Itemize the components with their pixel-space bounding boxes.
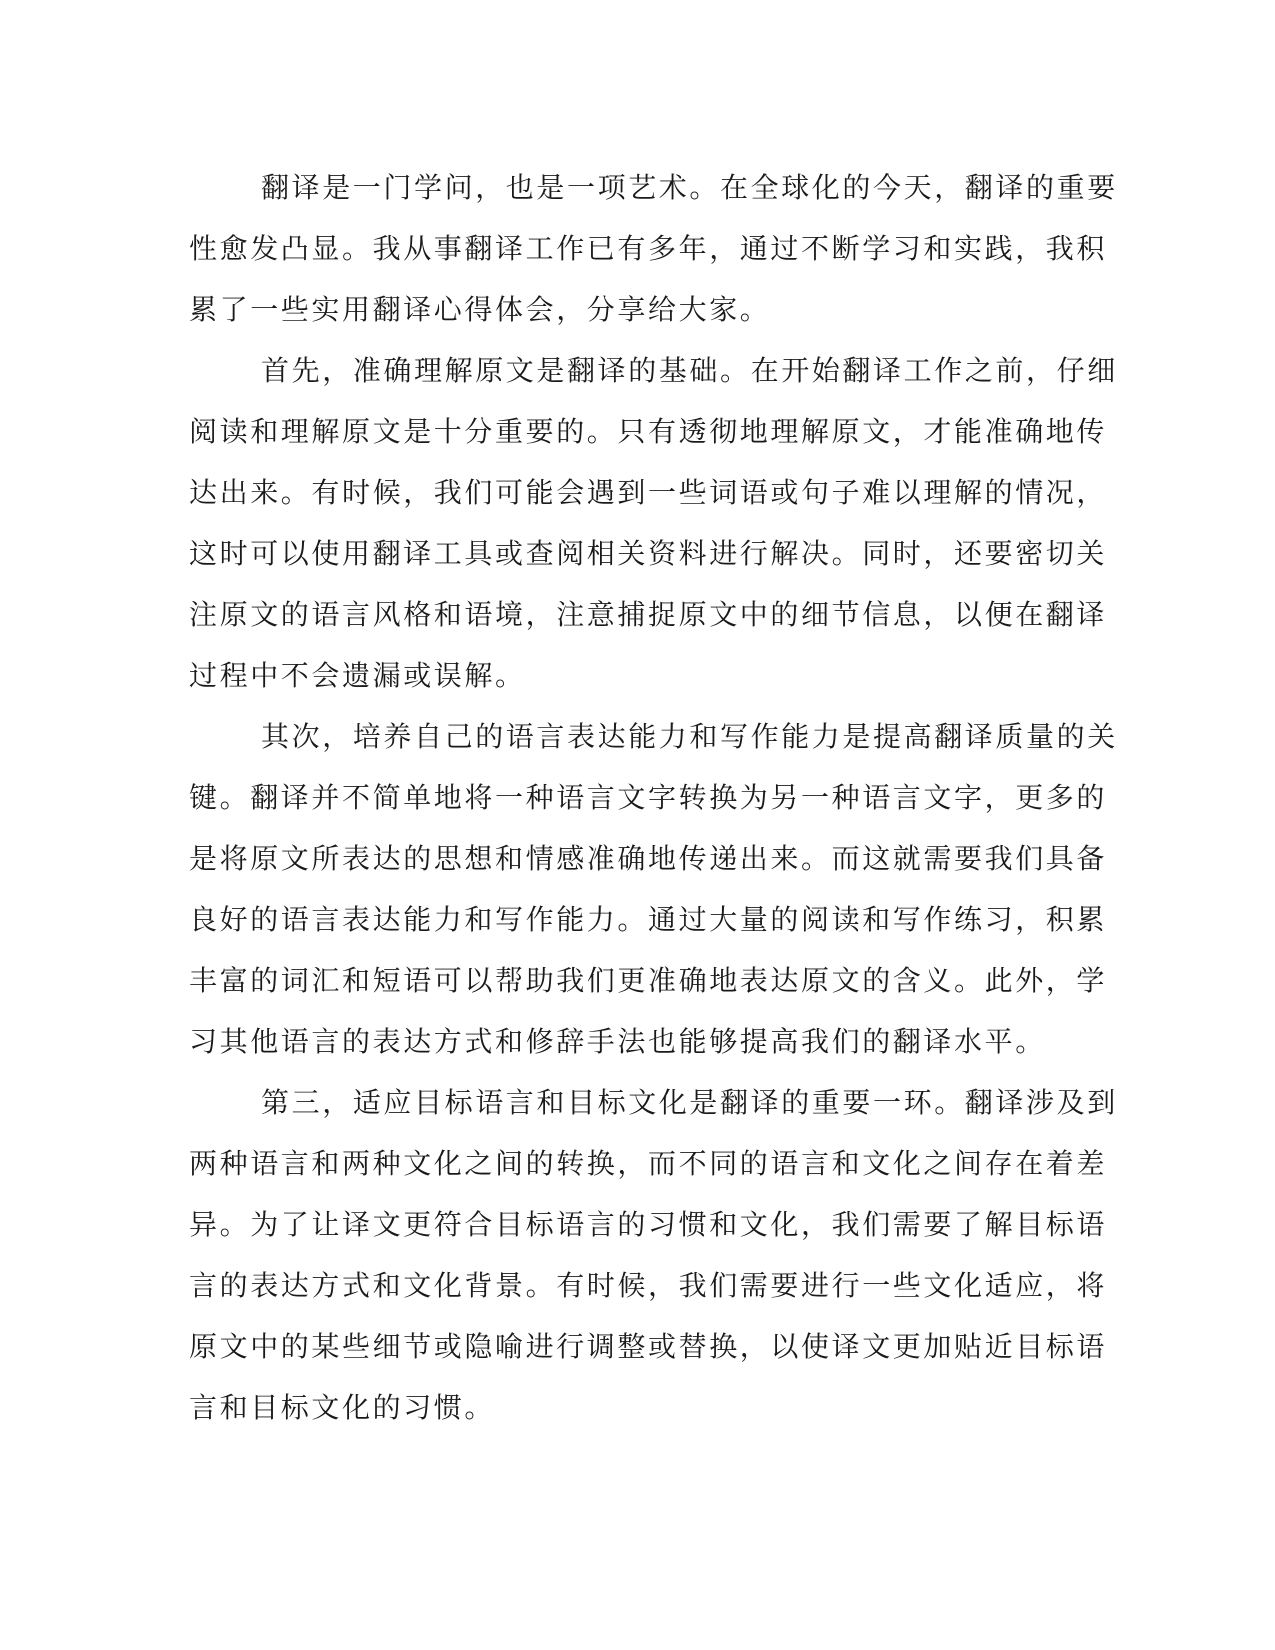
paragraph-line: 性愈发凸显。我从事翻译工作已有多年，通过不断学习和实践，我积 — [189, 232, 1108, 265]
paragraph-1 — [189, 157, 1118, 340]
paragraph-line: 习其他语言的表达方式和修辞手法也能够提高我们的翻译水平。 — [189, 1025, 1046, 1058]
document-body — [189, 157, 1118, 1438]
paragraph-line: 键。翻译并不简单地将一种语言文字转换为另一种语言文字，更多的 — [189, 781, 1108, 814]
paragraph-line: 其次，培养自己的语言表达能力和写作能力是提高翻译质量的关 — [261, 720, 1118, 753]
paragraph-line: 良好的语言表达能力和写作能力。通过大量的阅读和写作练习，积累 — [189, 903, 1108, 936]
paragraph-line: 过程中不会遗漏或误解。 — [189, 659, 526, 692]
paragraph-2 — [189, 340, 1118, 706]
paragraph-line: 第三，适应目标语言和目标文化是翻译的重要一环。翻译涉及到 — [261, 1086, 1118, 1119]
paragraph-3 — [189, 706, 1118, 1072]
paragraph-4 — [189, 1072, 1118, 1438]
paragraph-line: 阅读和理解原文是十分重要的。只有透彻地理解原文，才能准确地传 — [189, 415, 1108, 448]
paragraph-line: 丰富的词汇和短语可以帮助我们更准确地表达原文的含义。此外，学 — [189, 964, 1108, 997]
paragraph-line: 首先，准确理解原文是翻译的基础。在开始翻译工作之前，仔细 — [261, 354, 1118, 387]
paragraph-line: 原文中的某些细节或隐喻进行调整或替换，以使译文更加贴近目标语 — [189, 1330, 1108, 1363]
paragraph-line: 言和目标文化的习惯。 — [189, 1391, 496, 1424]
paragraph-line: 达出来。有时候，我们可能会遇到一些词语或句子难以理解的情况， — [189, 476, 1108, 509]
paragraph-line: 言的表达方式和文化背景。有时候，我们需要进行一些文化适应，将 — [189, 1269, 1108, 1302]
paragraph-line: 翻译是一门学问，也是一项艺术。在全球化的今天，翻译的重要 — [261, 171, 1118, 204]
paragraph-line: 注原文的语言风格和语境，注意捕捉原文中的细节信息，以便在翻译 — [189, 598, 1108, 631]
paragraph-line: 两种语言和两种文化之间的转换，而不同的语言和文化之间存在着差 — [189, 1147, 1108, 1180]
paragraph-line: 这时可以使用翻译工具或查阅相关资料进行解决。同时，还要密切关 — [189, 537, 1108, 570]
paragraph-line: 是将原文所表达的思想和情感准确地传递出来。而这就需要我们具备 — [189, 842, 1108, 875]
paragraph-line: 累了一些实用翻译心得体会，分享给大家。 — [189, 293, 771, 326]
paragraph-line: 异。为了让译文更符合目标语言的习惯和文化，我们需要了解目标语 — [189, 1208, 1108, 1241]
